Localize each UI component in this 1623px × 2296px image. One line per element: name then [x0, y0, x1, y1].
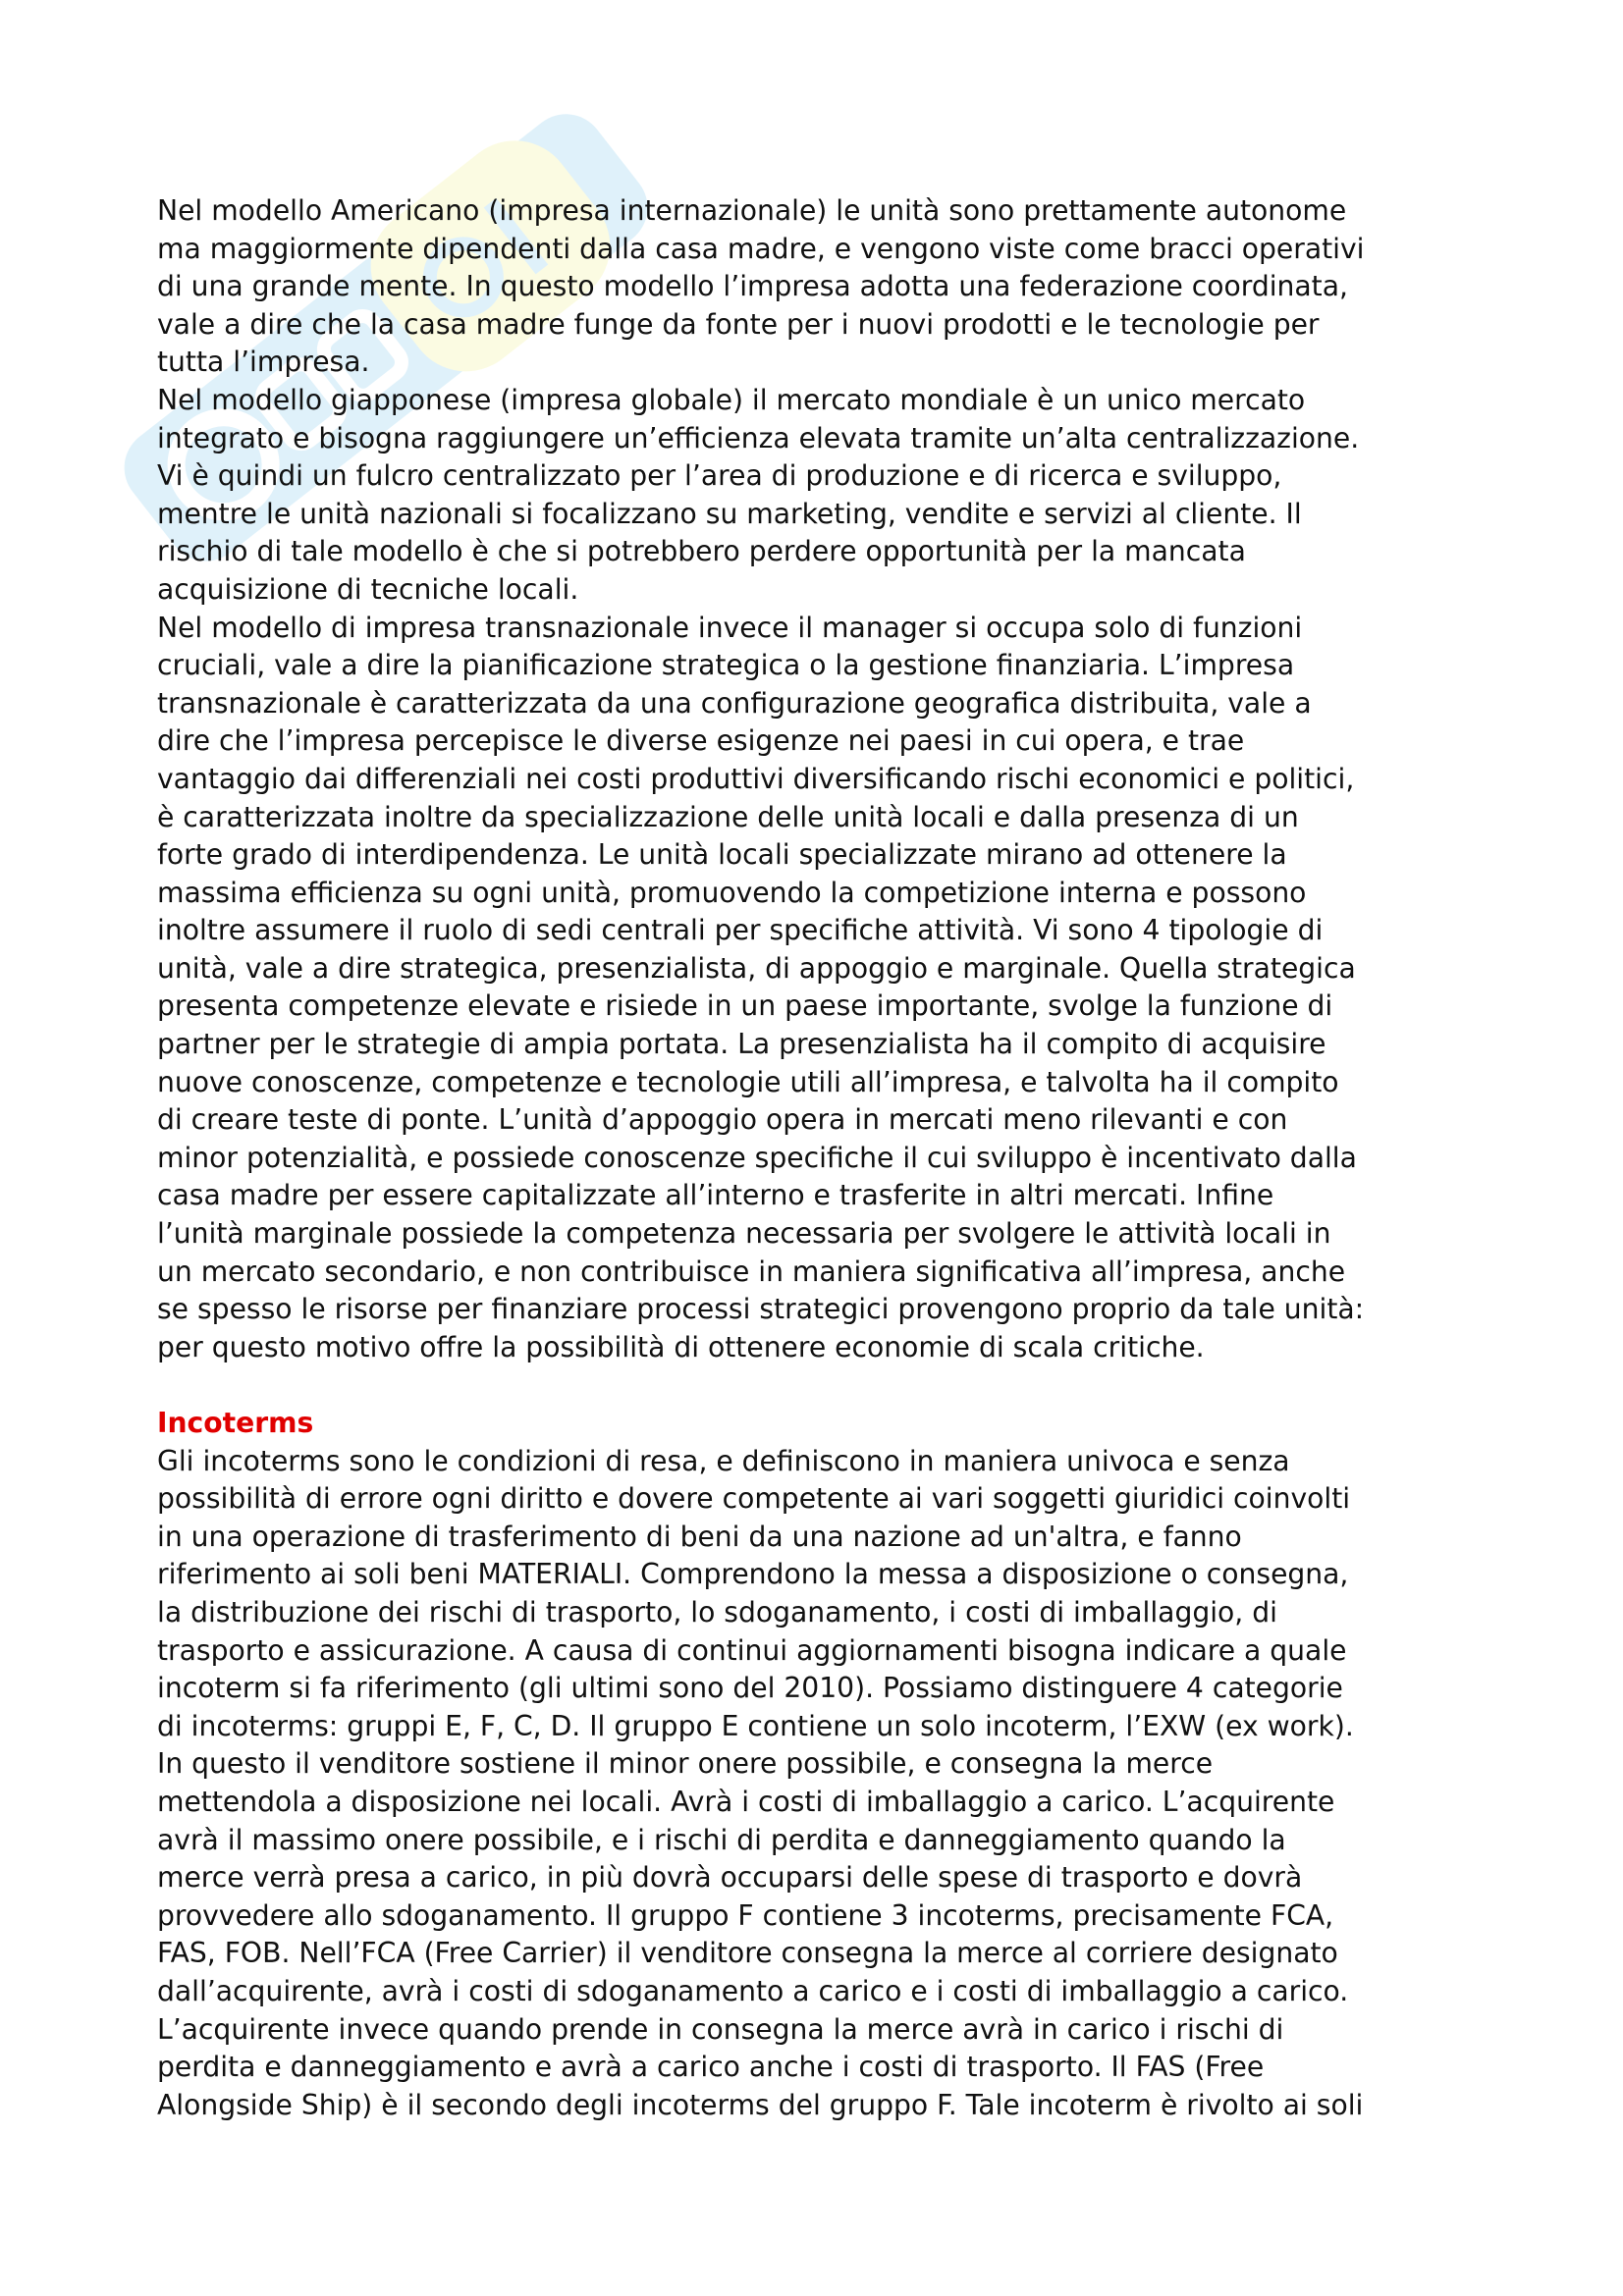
text-line: acquisizione di tecniche locali.	[157, 572, 579, 606]
text-line: partner per le strategie di ampia portata. La presenzialista ha il compito di acquisire	[157, 1028, 1326, 1061]
text-line: ma maggiormente dipendenti dalla casa madre, e vengono viste come bracci operativi	[157, 232, 1365, 265]
text-line: Nel modello giapponese (impresa globale) il mercato mondiale è un unico mercato	[157, 383, 1306, 416]
text-line: cruciali, vale a dire la pianificazione strategica o la gestione finanziaria. L’impresa	[157, 649, 1295, 682]
text-line: tutta l’impresa.	[157, 346, 370, 379]
paragraph-incoterms	[157, 1443, 1492, 2125]
text-line: transnazionale è caratterizzata da una configurazione geografica distribuita, vale a	[157, 686, 1312, 720]
text-line: merce verrà presa a carico, in più dovrà occuparsi delle spese di trasporto e dovrà	[157, 1861, 1303, 1895]
text-line: riferimento ai soli beni MATERIALI. Comprendono la messa a disposizione o consegna,	[157, 1558, 1349, 1591]
paragraph-american-model	[157, 192, 1492, 382]
text-line: di incoterms: gruppi E, F, C, D. Il gruppo E contiene un solo incoterm, l’EXW (ex work).	[157, 1709, 1354, 1742]
text-line: vantaggio dai differenziali nei costi produttivi diversificando rischi economici e politici,	[157, 762, 1355, 795]
text-line: inoltre assumere il ruolo di sedi centrali per specifiche attività. Vi sono 4 tipologie di	[157, 914, 1324, 947]
text-line: mettendola a disposizione nei locali. Avrà i costi di imballaggio a carico. L’acquirente	[157, 1785, 1335, 1818]
text-line: Alongside Ship) è il secondo degli incoterms del gruppo F. Tale incoterm è rivolto ai soli	[157, 2088, 1364, 2121]
text-line: Gli incoterms sono le condizioni di resa, e definiscono in maniera univoca e senza	[157, 1444, 1290, 1477]
text-line: presenta competenze elevate e risiede in un paese importante, svolge la funzione di	[157, 989, 1333, 1023]
text-line: Nel modello Americano (impresa internazionale) le unità sono prettamente autonome	[157, 194, 1347, 227]
text-line: casa madre per essere capitalizzate all’interno e trasferite in altri mercati. Infine	[157, 1179, 1274, 1212]
text-line: l’unità marginale possiede la competenza necessaria per svolgere le attività locali in	[157, 1217, 1331, 1251]
text-line: In questo il venditore sostiene il minor onere possibile, e consegna la merce	[157, 1747, 1214, 1781]
text-line: nuove conoscenze, competenze e tecnologie utili all’impresa, e talvolta ha il compito	[157, 1065, 1339, 1098]
text-line: avrà il massimo onere possibile, e i rischi di perdita e danneggiamento quando la	[157, 1823, 1286, 1856]
text-line: perdita e danneggiamento e avrà a carico anche i costi di trasporto. Il FAS (Free	[157, 2051, 1265, 2084]
text-line: unità, vale a dire strategica, presenzialista, di appoggio e marginale. Quella strategica	[157, 951, 1356, 985]
text-line: massima efficienza su ogni unità, promuovendo la competizione interna e possono	[157, 876, 1307, 909]
text-line: FAS, FOB. Nell’FCA (Free Carrier) il venditore consegna la merce al corriere designato	[157, 1937, 1338, 1970]
text-line: minor potenzialità, e possiede conoscenze specifiche il cui sviluppo è incentivato dalla	[157, 1141, 1357, 1174]
text-line: di una grande mente. In questo modello l’impresa adotta una federazione coordinata,	[157, 270, 1348, 303]
text-line: forte grado di interdipendenza. Le unità locali specializzate mirano ad ottenere la	[157, 838, 1287, 872]
text-line: Nel modello di impresa transnazionale invece il manager si occupa solo di funzioni	[157, 611, 1303, 644]
text-line: la distribuzione dei rischi di trasporto, lo sdoganamento, i costi di imballaggio, di	[157, 1595, 1277, 1629]
text-line: dire che l’impresa percepisce le diverse esigenze nei paesi in cui opera, e trae	[157, 724, 1245, 758]
text-line: L’acquirente invece quando prende in consegna la merce avrà in carico i rischi di	[157, 2012, 1284, 2046]
text-line: mentre le unità nazionali si focalizzano su marketing, vendite e servizi al cliente. Il	[157, 497, 1302, 530]
text-line: possibilità di errore ogni diritto e dovere competente ai vari soggetti giuridici coinvolti	[157, 1482, 1351, 1516]
text-line: incoterm si fa riferimento (gli ultimi sono del 2010). Possiamo distinguere 4 categorie	[157, 1672, 1343, 1705]
text-line: provvedere allo sdoganamento. Il gruppo F contiene 3 incoterms, precisamente FCA,	[157, 1898, 1334, 1932]
text-line: è caratterizzata inoltre da specializzazione delle unità locali e dalla presenza di un	[157, 800, 1299, 833]
document-body	[157, 192, 1492, 2124]
text-line: Vi è quindi un fulcro centralizzato per l’area di produzione e di ricerca e sviluppo,	[157, 459, 1282, 493]
text-line: integrato e bisogna raggiungere un’efficienza elevata tramite un’alta centralizzazione.	[157, 421, 1360, 454]
text-line: vale a dire che la casa madre funge da fonte per i nuovi prodotti e le tecnologie per	[157, 307, 1320, 341]
text-line: trasporto e assicurazione. A causa di continui aggiornamenti bisogna indicare a quale	[157, 1633, 1347, 1667]
text-line: per questo motivo offre la possibilità di ottenere economie di scala critiche.	[157, 1330, 1205, 1363]
text-line: in una operazione di trasferimento di beni da una nazione ad un'altra, e fanno	[157, 1520, 1242, 1553]
paragraph-transnational-model	[157, 610, 1492, 1367]
text-line: rischio di tale modello è che si potrebbero perdere opportunità per la mancata	[157, 535, 1246, 568]
text-line: un mercato secondario, e non contribuisce in maniera significativa all’impresa, anche	[157, 1255, 1346, 1288]
paragraph-japanese-model	[157, 382, 1492, 610]
text-line: dall’acquirente, avrà i costi di sdoganamento a carico e i costi di imballaggio a carico.	[157, 1974, 1349, 2007]
text-line: di creare teste di ponte. L’unità d’appoggio opera in mercati meno rilevanti e con	[157, 1103, 1288, 1137]
section-heading-incoterms: Incoterms	[157, 1407, 314, 1439]
text-line: se spesso le risorse per finanziare processi strategici provengono proprio da tale unità:	[157, 1293, 1365, 1326]
